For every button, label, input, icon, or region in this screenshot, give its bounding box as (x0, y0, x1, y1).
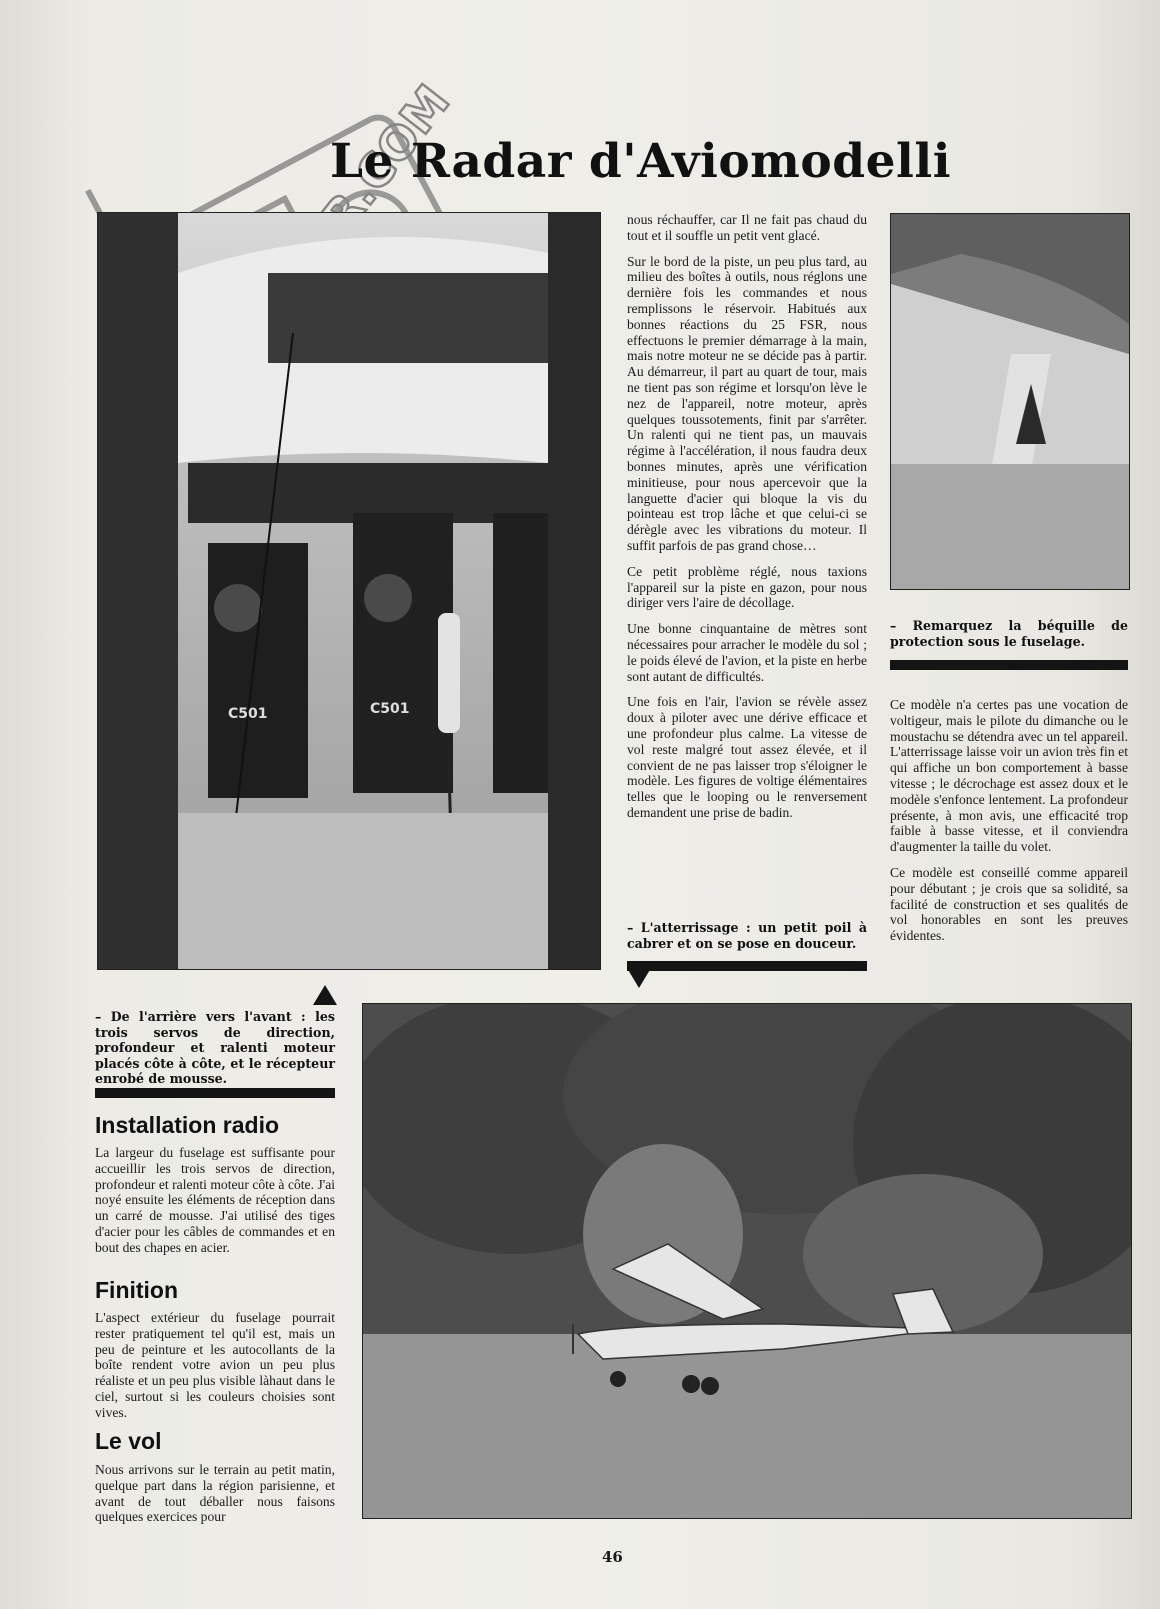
caption-rule (95, 1088, 335, 1098)
paragraph: Ce modèle est conseillé comme appareil pour débutant ; je crois que sa solidité, sa facilité de construction et ses qualités de vol honorables en sont les preuves évidentes. (890, 864, 1128, 944)
servo-bay-photo (97, 212, 601, 970)
paragraph: Sur le bord de la piste, un peu plus tard, au milieu des boîtes à outils, nous réglons une dernière fois les commandes et nous remplissons le réservoir. Habitués aux bonnes réactions du 25 FSR, nous effectuons le premier démarrage à la main, mais notre moteur ne se décide pas à partir. Au démarreur, il part au quart de tour, mais ne tient pas son régime et lorsqu'on lève le nez de l'appareil, notre moteur, après quelques toussotements, finit par s'arrêter. Un ralenti qui ne tient pas, un mauvais régime à l'accélération, il nous faudra deux bonnes minutes, après une vérification minitieuse, pour nous apercevoir que la languette d'acier qui bloque la vis du pointeau est trop lâche et que celui-ci se dérègle avec les vibrations du moteur. Il suffit parfois de pas grand chose… (627, 253, 867, 553)
paragraph: La largeur du fuselage est suffisante pour accueillir les trois servos de direction, profondeur et ralenti moteur côte à côte. J'ai noyé ensuite les éléments de réception dans un carré de mousse. J'ai utilisé des tiges d'acier pour les câbles de commandes et en bout des chapes en acier. (95, 1145, 335, 1255)
servo-caption: – De l'arrière vers l'avant : les trois servos de direction, profondeur et ralenti moteur placés côte à côte, et le récepteur enrobé de mousse. (95, 1009, 335, 1086)
section-heading-finition: Finition (95, 1277, 179, 1303)
section-text-finition (95, 1310, 335, 1431)
page-number: 46 (602, 1548, 623, 1566)
article-column-right (890, 697, 1128, 954)
paragraph: Une fois en l'air, l'avion se révèle assez doux à piloter avec une dérive efficace et une profondeur plus calme. La vitesse de vol reste malgré tout assez élevée, et il convient de ne pas laisser trop s'éloigner le modèle. Les figures de voltige élémentaires telles que le looping ou le renversement demandent une prise de badin. (627, 694, 867, 820)
paragraph: Une bonne cinquantaine de mètres sont nécessaires pour arracher le modèle du sol ; le poids élevé de l'avion, et la piste en herbe sont autant de difficultés. (627, 621, 867, 684)
article-column-middle (627, 212, 867, 831)
paragraph: Nous arrivons sur le terrain au petit matin, quelque part dans la région parisienne, et avant de tout déballer nous faisons quelques exercices pour (95, 1462, 335, 1525)
tail-skid-photo (890, 213, 1130, 590)
triangle-down-icon (627, 968, 651, 988)
paragraph: nous réchauffer, car Il ne fait pas chaud du tout et il souffle un petit vent glacé. (627, 212, 867, 243)
servo-label-2: C501 (370, 701, 410, 717)
paragraph: L'aspect extérieur du fuselage pourrait rester pratiquement tel qu'il est, mais un peu de peinture et les autocollants de la boîte rendent votre avion un peu plus réaliste et un peu plus visible làhaut dans le ciel, surtout si les couleurs choisies sont vives. (95, 1310, 335, 1420)
section-heading-vol: Le vol (95, 1428, 162, 1454)
paragraph: Ce petit problème réglé, nous taxions l'appareil sur la piste en gazon, pour nous diriger vers l'aire de décollage. (627, 563, 867, 611)
triangle-up-icon (313, 985, 337, 1005)
caption-rule (890, 660, 1128, 670)
page-title: Le Radar d'Aviomodelli (330, 134, 952, 189)
servo-label-1: C501 (228, 706, 268, 722)
section-heading-installation: Installation radio (95, 1112, 280, 1138)
paragraph: Ce modèle n'a certes pas une vocation de voltigeur, mais le pilote du dimanche ou le moustachu se détendra avec un tel appareil. L'atterrissage laisse voir un avion très fin et qui affiche un bon comportement à basse vitesse ; le décrochage est assez doux et le modèle s'enfonce lentement. La profondeur présente, à mon avis, une efficacité trop faible à basse vitesse, et il conviendra d'augmenter la taille du volet. (890, 697, 1128, 855)
section-text-installation (95, 1145, 335, 1266)
landing-caption: – L'atterrissage : un petit poil à cabrer et on se pose en douceur. (627, 920, 867, 951)
caption-rule (627, 961, 867, 971)
section-text-vol (95, 1462, 335, 1535)
plane-landing-photo (362, 1003, 1132, 1519)
tail-caption: – Remarquez la béquille de protection sous le fuselage. (890, 618, 1128, 649)
